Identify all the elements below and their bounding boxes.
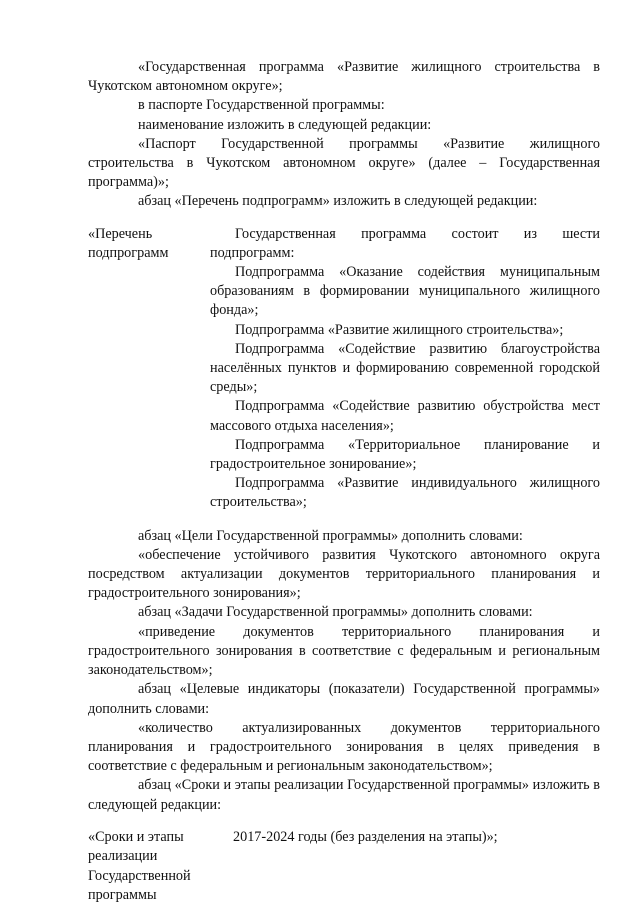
timeline-label-line: «Сроки и этапы [88, 828, 184, 845]
paragraph: абзац «Цели Государственной программы» дополнить словами: [138, 527, 523, 544]
timeline-label [88, 828, 208, 905]
paragraph: абзац «Задачи Государственной программы» дополнить словами: [138, 604, 533, 621]
list-item: Государственная программа состоит из шести подпрограмм: [210, 225, 600, 261]
paragraph: наименование изложить в следующей редакции: [138, 116, 432, 133]
paragraph: «обеспечение устойчивого развития Чукотского автономного округа посредством актуализации документов территориального планирования и градостроительного зонирования»; [88, 546, 600, 602]
middle-section [88, 527, 600, 815]
paragraph: «Государственная программа «Развитие жилищного строительства в Чукотском автономном округе»; [88, 59, 600, 95]
subprograms-label: «Перечень подпрограмм [88, 225, 169, 261]
timeline-label-line: программы [88, 886, 157, 903]
timeline-value: 2017-2024 годы (без разделения на этапы)»; [233, 828, 498, 845]
subprograms-table [88, 225, 600, 513]
timeline-table [88, 828, 600, 905]
paragraph: абзац «Перечень подпрограмм» изложить в следующей редакции: [138, 193, 538, 210]
paragraph: «приведение документов территориального планирования и градостроительного зонирования в соответствие с федеральным и региональным законодательством»; [88, 623, 600, 679]
timeline-label-line: реализации [88, 848, 158, 865]
intro-section [88, 58, 600, 212]
list-item: Подпрограмма «Содействие развитию благоустройства населённых пунктов и формированию современной городской среды»; [210, 340, 600, 396]
paragraph: «Паспорт Государственной программы «Развитие жилищного строительства в Чукотском автономном округе» (далее – Государственная программа)»; [88, 135, 600, 191]
list-item: Подпрограмма «Содействие развитию обустройства мест массового отдыха населения»; [210, 398, 600, 434]
paragraph: абзац «Сроки и этапы реализации Государственной программы» изложить в следующей редакции: [88, 777, 600, 813]
list-item: Подпрограмма «Оказание содействия муниципальным образованиям в формировании муниципального жилищного фонда»; [210, 264, 600, 319]
paragraph: «количество актуализированных документов территориального планирования и градостроительного зонирования в целях приведения в соответствие с федеральным и региональным законодательством»; [88, 719, 600, 775]
timeline-label-line: Государственной [88, 867, 191, 884]
document-page [88, 58, 600, 905]
paragraph: в паспорте Государственной программы: [138, 97, 385, 114]
list-item: Подпрограмма «Территориальное планирование и градостроительное зонирование»; [210, 436, 600, 473]
paragraph: абзац «Целевые индикаторы (показатели) Государственной программы» дополнить словами: [88, 681, 600, 717]
subprograms-list [210, 225, 600, 513]
list-item: Подпрограмма «Развитие индивидуального жилищного строительства»; [210, 475, 600, 511]
list-item: Подпрограмма «Развитие жилищного строительства»; [235, 321, 564, 338]
